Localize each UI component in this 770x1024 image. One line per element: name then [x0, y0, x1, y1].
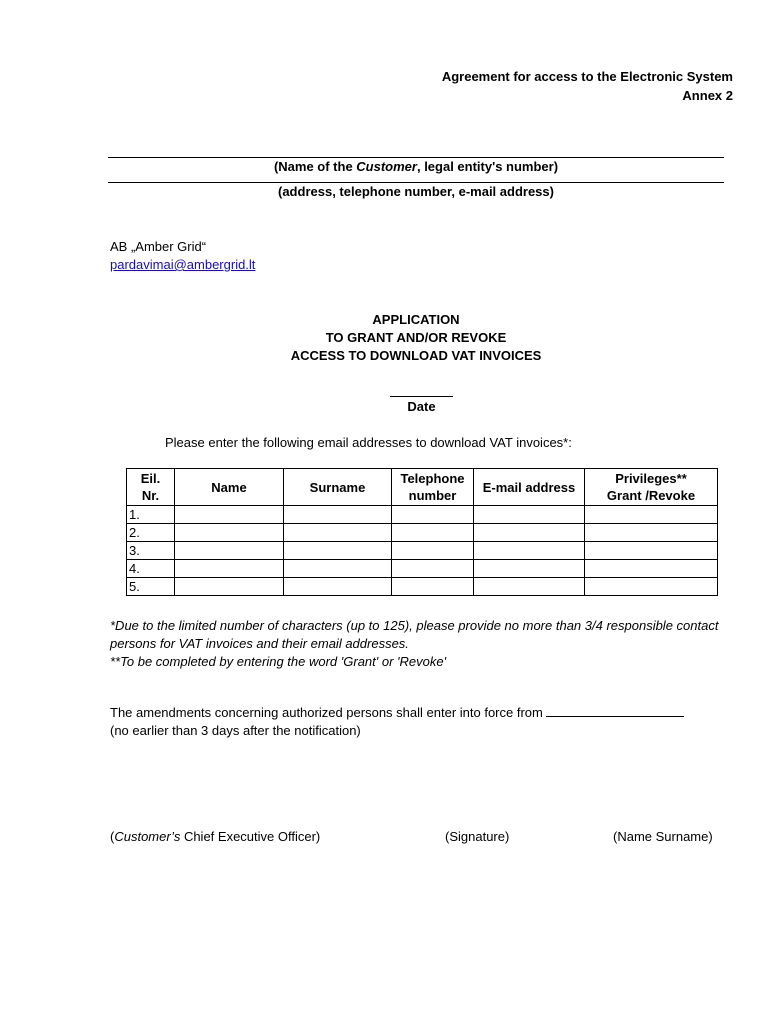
cell-email[interactable]: [474, 542, 585, 560]
amendments-line-1-text: The amendments concerning authorized persons shall enter into force from: [110, 705, 547, 720]
header-phone: [392, 469, 474, 506]
cell-surname[interactable]: [284, 506, 392, 524]
caption-suffix: , legal entity's number): [416, 159, 559, 174]
cell-privileges[interactable]: [585, 560, 718, 578]
cell-privileges[interactable]: [585, 506, 718, 524]
cell-phone[interactable]: [392, 524, 474, 542]
cell-privileges[interactable]: [585, 542, 718, 560]
name-surname-label: (Name Surname): [613, 829, 713, 844]
customer-name-line: [108, 157, 724, 158]
table-row: [127, 560, 718, 578]
footnote-2: **To be completed by entering the word 'Grant' or 'Revoke': [110, 654, 447, 669]
customer-address-caption: (address, telephone number, e-mail address): [278, 184, 554, 199]
footnotes: [110, 617, 740, 671]
cell-privileges[interactable]: [585, 524, 718, 542]
header-nr-l2: Nr.: [141, 488, 160, 503]
cell-name[interactable]: [175, 524, 284, 542]
table-row: [127, 542, 718, 560]
intro-text: Please enter the following email addresses to download VAT invoices*:: [165, 435, 572, 450]
header-phone-l2: number: [408, 488, 457, 503]
table-row: [127, 578, 718, 596]
recipient-company: AB „Amber Grid“: [110, 239, 207, 254]
ceo-emph: Customer’s: [114, 829, 181, 844]
cell-name[interactable]: [175, 542, 284, 560]
header-surname: Surname: [284, 469, 392, 506]
cell-name[interactable]: [175, 506, 284, 524]
customer-address-line: [108, 182, 724, 183]
amendments-line-2: (no earlier than 3 days after the notification): [110, 723, 361, 738]
cell-surname[interactable]: [284, 524, 392, 542]
header-priv-l2: Grant /Revoke: [606, 488, 696, 503]
cell-phone[interactable]: [392, 506, 474, 524]
cell-email[interactable]: [474, 560, 585, 578]
cell-email[interactable]: [474, 578, 585, 596]
cell-phone[interactable]: [392, 578, 474, 596]
cell-email[interactable]: [474, 506, 585, 524]
header-email: E-mail address: [474, 469, 585, 506]
email-access-table: [126, 468, 718, 596]
footnote-1: *Due to the limited number of characters (up to 125), please provide no more than 3/4 responsible contact persons for VAT invoices and their email addresses.: [110, 618, 719, 651]
date-label: Date: [407, 399, 436, 414]
customer-name-caption: [108, 159, 724, 174]
date-field-line[interactable]: [390, 396, 453, 397]
cell-phone[interactable]: [392, 560, 474, 578]
cell-surname[interactable]: [284, 578, 392, 596]
header-name: Name: [175, 469, 284, 506]
agreement-title: Agreement for access to the Electronic System: [441, 69, 733, 84]
header-nr-l1: Eil.: [140, 471, 161, 486]
amendments-text: [110, 704, 740, 740]
caption-emph: Customer: [356, 159, 417, 174]
header-phone-l1: Telephone: [400, 471, 465, 486]
table-header-row: [127, 469, 718, 506]
title-line-3: ACCESS TO DOWNLOAD VAT INVOICES: [290, 348, 542, 363]
title-line-2: TO GRANT AND/OR REVOKE: [325, 330, 507, 345]
effective-date-field[interactable]: [546, 704, 684, 717]
cell-privileges[interactable]: [585, 578, 718, 596]
signature-label: (Signature): [445, 829, 510, 844]
header-nr: [127, 469, 175, 506]
amendments-line-1: [110, 704, 740, 722]
header-priv-l1: Privileges**: [615, 471, 687, 486]
row-number: 3.: [127, 542, 175, 560]
ceo-label: [110, 829, 320, 844]
row-number: 4.: [127, 560, 175, 578]
table-row: [127, 506, 718, 524]
cell-email[interactable]: [474, 524, 585, 542]
recipient-email-link[interactable]: pardavimai@ambergrid.lt: [110, 257, 256, 272]
ceo-suffix: Chief Executive Officer): [180, 829, 321, 844]
header-privileges: [585, 469, 718, 506]
ceo-prefix: (: [110, 829, 115, 844]
table-row: [127, 524, 718, 542]
cell-name[interactable]: [175, 578, 284, 596]
cell-name[interactable]: [175, 560, 284, 578]
cell-phone[interactable]: [392, 542, 474, 560]
cell-surname[interactable]: [284, 542, 392, 560]
title-line-1: APPLICATION: [372, 312, 460, 327]
row-number: 5.: [127, 578, 175, 596]
caption-prefix: (Name of the: [273, 159, 357, 174]
document-title: [108, 311, 724, 365]
cell-surname[interactable]: [284, 560, 392, 578]
row-number: 1.: [127, 506, 175, 524]
annex-label: Annex 2: [682, 88, 733, 103]
recipient-email[interactable]: [110, 257, 255, 272]
row-number: 2.: [127, 524, 175, 542]
